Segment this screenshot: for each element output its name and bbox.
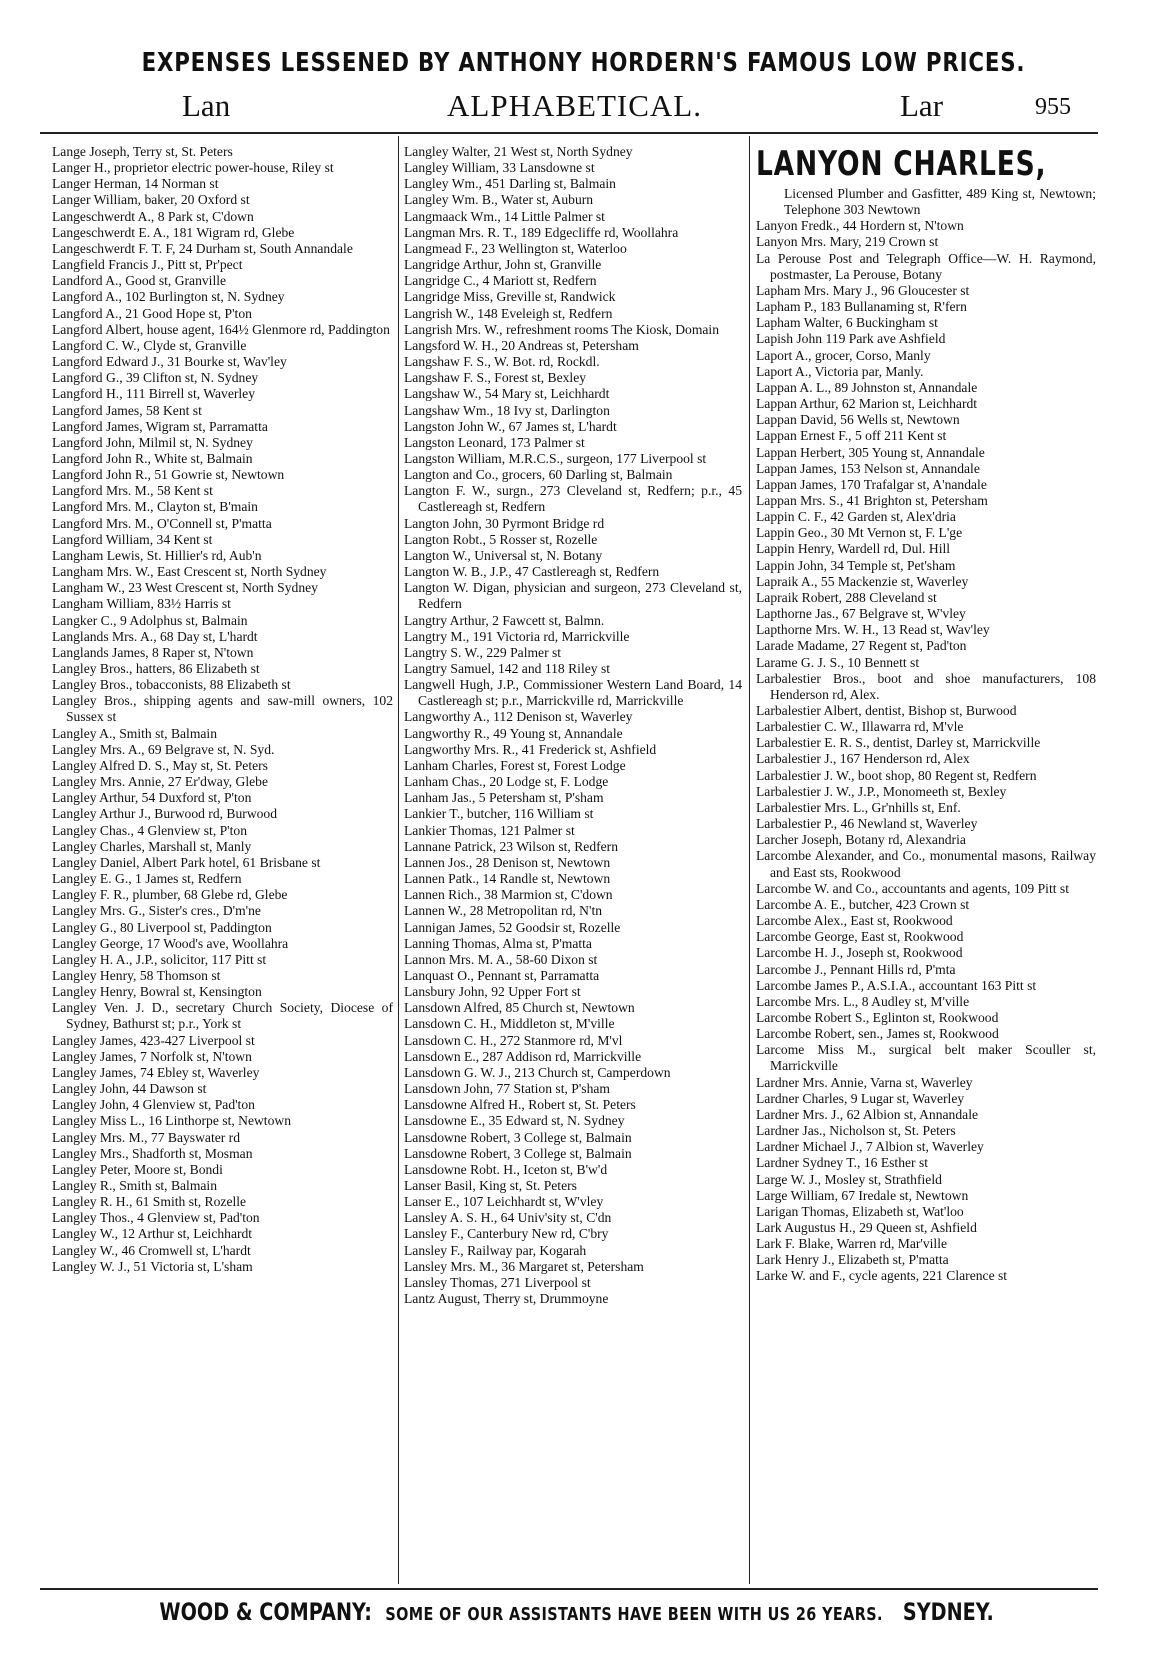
directory-entry: Larbalestier Mrs. L., Gr'nhills st, Enf. — [756, 799, 961, 815]
directory-entry: Lappan A. L., 89 Johnston st, Annandale — [756, 379, 978, 395]
directory-entry: Langley Bros., tobacconists, 88 Elizabeth st — [52, 677, 291, 693]
directory-entry: Langford John, Milmil st, N. Sydney — [52, 434, 253, 450]
directory-entry: Larcher Joseph, Botany rd, Alexandria — [756, 832, 966, 848]
directory-entry: Larcombe H. J., Joseph st, Rookwood — [756, 945, 963, 961]
directory-entry: Large William, 67 Iredale st, Newtown — [756, 1187, 969, 1203]
directory-entry: Langley Wm. B., Water st, Auburn — [404, 192, 594, 208]
directory-entry: Larade Madame, 27 Regent st, Pad'ton — [756, 638, 967, 654]
directory-entry: Lapish John 119 Park ave Ashfield — [756, 331, 946, 347]
directory-entry: Lappin John, 34 Temple st, Pet'sham — [756, 557, 956, 573]
advertisement-name: LANYON CHARLES, — [756, 144, 1047, 184]
directory-entry: Lantz August, Therry st, Drummoyne — [404, 1291, 609, 1307]
directory-entry: Lansley A. S. H., 64 Univ'sity st, C'dn — [404, 1210, 612, 1226]
directory-entry: Lanham Jas., 5 Petersham st, P'sham — [404, 790, 604, 806]
directory-entry: Langford Mrs. M., 58 Kent st — [52, 483, 213, 499]
directory-entry: Langley George, 17 Wood's ave, Woollahra — [52, 935, 289, 951]
directory-entry: Langley Henry, Bowral st, Kensington — [52, 984, 262, 1000]
directory-entry: Langley W., 46 Cromwell st, L'hardt — [52, 1242, 251, 1258]
directory-entry: Lardner Jas., Nicholson st, St. Peters — [756, 1123, 956, 1139]
directory-entry: Langtry Samuel, 142 and 118 Riley st — [404, 661, 611, 676]
directory-entry: Lardner Mrs. J., 62 Albion st, Annandale — [756, 1106, 978, 1122]
directory-entry: Lankier Thomas, 121 Palmer st — [404, 822, 575, 838]
directory-entry: Lansdown E., 287 Addison rd, Marrickville — [404, 1048, 642, 1064]
directory-entry: Langford James, Wigram st, Parramatta — [52, 418, 268, 434]
directory-entry: Larbalestier E. R. S., dentist, Darley st, Marrickville — [756, 735, 1041, 751]
directory-entry: Larcome Miss M., surgical belt maker Scouller st, Marrickville — [756, 1042, 1096, 1074]
directory-entry: Lanham Charles, Forest st, Forest Lodge — [404, 757, 626, 773]
directory-entry: Lardner Charles, 9 Lugar st, Waverley — [756, 1090, 965, 1106]
directory-entry: Langton W. Digan, physician and surgeon, 273 Cleveland st, Redfern — [404, 580, 742, 612]
directory-entry: Lappin Geo., 30 Mt Vernon st, F. L'ge — [756, 525, 963, 541]
directory-entry: Larcombe Robert S., Eglinton st, Rookwood — [756, 1009, 999, 1025]
page-title: ALPHABETICAL. — [447, 88, 702, 123]
directory-entry: Lardner Sydney T., 16 Esther st — [756, 1155, 929, 1171]
directory-entry: Langley Daniel, Albert Park hotel, 61 Brisbane st — [52, 854, 321, 870]
directory-entry: Langley Wm., 451 Darling st, Balmain — [404, 176, 616, 192]
directory-entry: Lappan Ernest F., 5 off 211 Kent st — [756, 428, 947, 444]
directory-entry: Larcombe J., Pennant Hills rd, P'mta — [756, 961, 956, 977]
directory-entry: Langston William, M.R.C.S., surgeon, 177 Liverpool st — [404, 450, 707, 466]
directory-entry: Langham Lewis, St. Hillier's rd, Aub'n — [52, 547, 262, 563]
directory-entry: Langley Alfred D. S., May st, St. Peters — [52, 757, 268, 773]
directory-entry: Larbalestier J. W., boot shop, 80 Regent st, Redfern — [756, 767, 1037, 783]
directory-entry: Larcombe Robert, sen., James st, Rookwood — [756, 1026, 999, 1042]
directory-entry: Lansdown C. H., Middleton st, M'ville — [404, 1016, 615, 1032]
directory-entry: Langley Mrs. M., 77 Bayswater rd — [52, 1129, 241, 1145]
directory-entry: Larbalestier C. W., Illawarra rd, M'vle — [756, 719, 964, 735]
directory-entry: Langley W., 12 Arthur st, Leichhardt — [52, 1226, 253, 1242]
directory-entry: Langford G., 39 Clifton st, N. Sydney — [52, 370, 259, 386]
directory-entry: Langford A., 102 Burlington st, N. Sydney — [52, 289, 285, 305]
directory-entry: Langshaw W., 54 Mary st, Leichhardt — [404, 386, 610, 402]
directory-entry: Langtry Arthur, 2 Fawcett st, Balmn. — [404, 612, 605, 628]
directory-entry: La Perouse Post and Telegraph Office—W. H. Raymond, postmaster, La Perouse, Botany — [756, 250, 1096, 282]
directory-column-3 — [756, 144, 1096, 1285]
directory-entry: Larcombe Alex., East st, Rookwood — [756, 913, 953, 929]
directory-entry: Langmaack Wm., 14 Little Palmer st — [404, 208, 605, 224]
directory-entry: Langton John, 30 Pyrmont Bridge rd — [404, 515, 605, 531]
directory-entry: Lappan Arthur, 62 Marion st, Leichhardt — [756, 396, 978, 412]
directory-entry: Lansley F., Railway par, Kogarah — [404, 1242, 587, 1258]
directory-entry: Langeschwerdt E. A., 181 Wigram rd, Glebe — [52, 224, 295, 240]
directory-entry: Langridge C., 4 Mariott st, Redfern — [404, 273, 597, 289]
directory-entry: Langworthy Mrs. R., 41 Frederick st, Ashfield — [404, 741, 657, 757]
top-advertising-banner: EXPENSES LESSENED BY ANTHONY HORDERN'S FAMOUS LOW PRICES. — [141, 48, 1026, 78]
footer-city: SYDNEY. — [902, 1598, 994, 1626]
directory-entry: Lanham Chas., 20 Lodge st, F. Lodge — [404, 774, 609, 790]
directory-entry: Langley H. A., J.P., solicitor, 117 Pitt st — [52, 951, 267, 967]
directory-entry: Langker C., 9 Adolphus st, Balmain — [52, 612, 248, 628]
directory-entry: Lannen Patk., 14 Randle st, Newtown — [404, 871, 611, 887]
directory-entry: Langley James, 74 Ebley st, Waverley — [52, 1064, 260, 1080]
directory-entry: Lardner Michael J., 7 Albion st, Waverley — [756, 1139, 984, 1155]
directory-entry: Lannane Patrick, 23 Wilson st, Redfern — [404, 838, 619, 854]
directory-entry: Larcombe George, East st, Rookwood — [756, 929, 964, 945]
directory-entry: Langfield Francis J., Pitt st, Pr'pect — [52, 257, 243, 273]
directory-entry: Langsford W. H., 20 Andreas st, Petersham — [404, 337, 639, 353]
directory-entry: Lansdowne E., 35 Edward st, N. Sydney — [404, 1113, 625, 1129]
directory-entry: Langtry S. W., 229 Palmer st — [404, 644, 562, 660]
footer-brand: WOOD & COMPANY: — [159, 1598, 372, 1626]
directory-entry: Langford John R., 51 Gowrie st, Newtown — [52, 467, 285, 483]
directory-entry: Larke W. and F., cycle agents, 221 Clarence st — [756, 1268, 1008, 1284]
directory-entry: Langston John W., 67 James st, L'hardt — [404, 418, 617, 434]
directory-entry: Langrish W., 148 Eveleigh st, Redfern — [404, 305, 613, 321]
directory-entry: Langley R., Smith st, Balmain — [52, 1178, 218, 1193]
directory-entry: Langley Thos., 4 Glenview st, Pad'ton — [52, 1210, 260, 1226]
directory-entry: Langshaw Wm., 18 Ivy st, Darlington — [404, 402, 610, 418]
directory-entry: Lapthorne Jas., 67 Belgrave st, W'vley — [756, 606, 966, 622]
directory-entry: Langley Arthur J., Burwood rd, Burwood — [52, 806, 278, 822]
directory-entry: Langford Mrs. M., O'Connell st, P'matta — [52, 515, 272, 531]
directory-entry: Langley F. R., plumber, 68 Glebe rd, Glebe — [52, 887, 288, 903]
directory-entry: Langtry M., 191 Victoria rd, Marrickville — [404, 628, 630, 644]
directory-entry: Lappan James, 153 Nelson st, Annandale — [756, 460, 980, 476]
directory-entry: Lansdown C. H., 272 Stanmore rd, M'vl — [404, 1032, 623, 1048]
directory-entry: Langley Charles, Marshall st, Manly — [52, 838, 252, 854]
directory-entry: Langford Albert, house agent, 164½ Glenmore rd, Paddington — [52, 321, 390, 337]
directory-entry: Langwell Hugh, J.P., Commissioner Western Land Board, 14 Castlereagh st; p.r., Marrickville rd, Marrickville — [404, 677, 742, 709]
directory-entry: Langley William, 33 Lansdowne st — [404, 160, 595, 176]
directory-entry: Lanquast O., Pennant st, Parramatta — [404, 967, 600, 983]
directory-entry: Langley G., 80 Liverpool st, Paddington — [52, 919, 272, 935]
directory-entry: Lansdowne Robt. H., Iceton st, B'w'd — [404, 1161, 608, 1177]
directory-entry: Lark Henry J., Elizabeth st, P'matta — [756, 1252, 949, 1268]
directory-entry: Lannen W., 28 Metropolitan rd, N'tn — [404, 903, 603, 919]
directory-entry: Langton W. B., J.P., 47 Castlereagh st, Redfern — [404, 564, 660, 580]
directory-entry: Langford John R., White st, Balmain — [52, 450, 253, 466]
advertisement-text: Licensed Plumber and Gasfitter, 489 King st, Newtown; Telephone 303 Newtown — [784, 186, 1096, 218]
directory-entry: Lappan James, 170 Trafalgar st, A'nandale — [756, 476, 987, 492]
directory-column-2 — [404, 144, 742, 1307]
directory-entry: Langston Leonard, 173 Palmer st — [404, 434, 585, 450]
directory-entry: Langley Henry, 58 Thomson st — [52, 967, 221, 983]
directory-entry: Langrish Mrs. W., refreshment rooms The Kiosk, Domain — [404, 321, 720, 337]
directory-entry: Larcombe James P., A.S.I.A., accountant 163 Pitt st — [756, 977, 1037, 993]
directory-entry: Lappin Henry, Wardell rd, Dul. Hill — [756, 541, 951, 557]
directory-entry: Lansbury John, 92 Upper Fort st — [404, 984, 581, 1000]
directory-column-1 — [52, 144, 393, 1275]
directory-entry: Langton F. W., surgn., 273 Cleveland st, Redfern; p.r., 45 Castlereagh st, Redfern — [404, 483, 742, 515]
directory-entry: Langridge Miss, Greville st, Randwick — [404, 289, 616, 305]
directory-entry: Lansdowne Alfred H., Robert st, St. Peters — [404, 1097, 636, 1113]
directory-entry: Langer H., proprietor electric power-house, Riley st — [52, 160, 334, 176]
directory-entry: Langley John, 44 Dawson st — [52, 1081, 207, 1097]
directory-entry: Langman Mrs. R. T., 189 Edgecliffe rd, Woollahra — [404, 224, 679, 240]
directory-entry: Lappin C. F., 42 Garden st, Alex'dria — [756, 509, 956, 525]
directory-entry: Lankier T., butcher, 116 William st — [404, 806, 594, 822]
advertisement — [756, 144, 1096, 218]
directory-entry: Langton Robt., 5 Rosser st, Rozelle — [404, 531, 598, 547]
column-divider-1 — [398, 136, 399, 1584]
directory-entry: Larame G. J. S., 10 Bennett st — [756, 654, 920, 670]
directory-entry: Lansdown Alfred, 85 Church st, Newtown — [404, 1000, 635, 1016]
directory-entry: Lansdowne Robert, 3 College st, Balmain — [404, 1129, 632, 1145]
directory-entry: Langley W. J., 51 Victoria st, L'sham — [52, 1258, 253, 1274]
page-number: 955 — [1035, 94, 1071, 120]
directory-entry: Large W. J., Mosley st, Strathfield — [756, 1171, 942, 1187]
column-divider-2 — [749, 136, 750, 1584]
directory-entry: Langham William, 83½ Harris st — [52, 596, 231, 612]
directory-entry: Lapraik A., 55 Mackenzie st, Waverley — [756, 573, 969, 589]
directory-entry: Langer William, baker, 20 Oxford st — [52, 192, 250, 208]
directory-entry: Langeschwerdt A., 8 Park st, C'down — [52, 208, 254, 224]
directory-entry: Langshaw F. S., W. Bot. rd, Rockdl. — [404, 354, 600, 370]
directory-entry: Langley Ven. J. D., secretary Church Society, Diocese of Sydney, Bathurst st; p.r., York st — [52, 1000, 393, 1032]
directory-entry: Lange Joseph, Terry st, St. Peters — [52, 144, 233, 159]
directory-entry: Langley Mrs., Shadforth st, Mosman — [52, 1145, 253, 1161]
directory-entry: Lansdown G. W. J., 213 Church st, Camperdown — [404, 1064, 671, 1080]
directory-entry: Langley Bros., hatters, 86 Elizabeth st — [52, 661, 260, 676]
directory-entry: Langworthy A., 112 Denison st, Waverley — [404, 709, 633, 725]
directory-entry: Larbalestier P., 46 Newland st, Waverley — [756, 816, 978, 832]
directory-entry: Larbalestier J., 167 Henderson rd, Alex — [756, 751, 970, 767]
directory-entry: Langer Herman, 14 Norman st — [52, 176, 219, 192]
directory-entry: Langford A., 21 Good Hope st, P'ton — [52, 305, 252, 321]
directory-entry: Lapthorne Mrs. W. H., 13 Read st, Wav'ley — [756, 622, 990, 638]
directory-entry: Laport A., grocer, Corso, Manly — [756, 347, 931, 363]
directory-entry: Langford Mrs. M., Clayton st, B'main — [52, 499, 258, 515]
directory-entry: Langley Chas., 4 Glenview st, P'ton — [52, 822, 248, 838]
directory-entry: Lansdown John, 77 Station st, P'sham — [404, 1081, 610, 1097]
directory-entry: Langford H., 111 Birrell st, Waverley — [52, 386, 256, 402]
footer-rule — [40, 1588, 1098, 1590]
directory-entry: Lappan Herbert, 305 Young st, Annandale — [756, 444, 985, 460]
directory-entry: Langford James, 58 Kent st — [52, 402, 202, 418]
directory-entry: Lanyon Mrs. Mary, 219 Crown st — [756, 234, 939, 250]
directory-entry: Langley Arthur, 54 Duxford st, P'ton — [52, 790, 252, 806]
directory-entry: Langley Bros., shipping agents and saw-mill owners, 102 Sussex st — [52, 693, 393, 725]
directory-entry: Larbalestier J. W., J.P., Monomeeth st, Bexley — [756, 783, 1007, 799]
directory-entry: Langeschwerdt F. T. F, 24 Durham st, South Annandale — [52, 240, 353, 256]
directory-entry: Langshaw F. S., Forest st, Bexley — [404, 370, 587, 386]
directory-entry: Lansdowne Robert, 3 College st, Balmain — [404, 1145, 632, 1161]
directory-entry: Laport A., Victoria par, Manly. — [756, 363, 924, 379]
directory-entry: Lark Augustus H., 29 Queen st, Ashfield — [756, 1220, 977, 1235]
header-rule — [40, 132, 1098, 134]
directory-entry: Larcombe Alexander, and Co., monumental masons, Railway and East sts, Rookwood — [756, 848, 1096, 880]
directory-entry: Lannigan James, 52 Goodsir st, Rozelle — [404, 919, 621, 935]
directory-entry: Langton and Co., grocers, 60 Darling st, Balmain — [404, 467, 673, 483]
directory-entry: Langley E. G., 1 James st, Redfern — [52, 871, 242, 887]
directory-entry: Lanyon Fredk., 44 Hordern st, N'town — [756, 218, 964, 234]
directory-entry: Langley Walter, 21 West st, North Sydney — [404, 144, 633, 159]
right-guide-word: Lar — [900, 88, 944, 123]
directory-entry: Lanser E., 107 Leichhardt st, W'vley — [404, 1194, 604, 1210]
directory-entry: Langley James, 423-427 Liverpool st — [52, 1032, 255, 1048]
directory-entry: Langley Miss L., 16 Linthorpe st, Newtown — [52, 1113, 291, 1129]
directory-entry: Lansley F., Canterbury New rd, C'bry — [404, 1226, 609, 1242]
directory-entry: Lapham P., 183 Bullanaming st, R'fern — [756, 299, 967, 315]
directory-entry: Lannen Jos., 28 Denison st, Newtown — [404, 854, 611, 870]
directory-entry: Lapham Walter, 6 Buckingham st — [756, 315, 938, 331]
directory-entry: Larbalestier Bros., boot and shoe manufacturers, 108 Henderson rd, Alex. — [756, 670, 1096, 702]
directory-entry: Larcombe Mrs. L., 8 Audley st, M'ville — [756, 993, 970, 1009]
directory-entry: Langley Mrs. A., 69 Belgrave st, N. Syd. — [52, 741, 275, 757]
directory-entry: Langlands Mrs. A., 68 Day st, L'hardt — [52, 628, 258, 644]
directory-entry: Lappan Mrs. S., 41 Brighton st, Petersham — [756, 492, 988, 508]
directory-entry: Larbalestier Albert, dentist, Bishop st, Burwood — [756, 703, 1017, 718]
directory-entry: Lansley Mrs. M., 36 Margaret st, Petersham — [404, 1258, 644, 1274]
directory-entry: Langley R. H., 61 Smith st, Rozelle — [52, 1194, 247, 1210]
directory-entry: Lappan David, 56 Wells st, Newtown — [756, 412, 960, 428]
directory-entry: Lannon Mrs. M. A., 58-60 Dixon st — [404, 951, 598, 967]
directory-entry: Langton W., Universal st, N. Botany — [404, 547, 603, 563]
directory-entry: Lardner Mrs. Annie, Varna st, Waverley — [756, 1074, 973, 1090]
directory-entry: Langridge Arthur, John st, Granville — [404, 257, 602, 273]
directory-entry: Langley James, 7 Norfolk st, N'town — [52, 1048, 252, 1064]
directory-entry: Lapraik Robert, 288 Cleveland st — [756, 589, 937, 605]
directory-entry: Lanser Basil, King st, St. Peters — [404, 1178, 577, 1193]
directory-entry: Lannen Rich., 38 Marmion st, C'down — [404, 887, 613, 903]
directory-entry: Landford A., Good st, Granville — [52, 273, 227, 289]
directory-entry: Langley Mrs. Annie, 27 Er'dway, Glebe — [52, 774, 268, 790]
left-guide-word: Lan — [182, 88, 231, 123]
directory-entry: Langley John, 4 Glenview st, Pad'ton — [52, 1097, 255, 1113]
directory-entry: Langlands James, 8 Raper st, N'town — [52, 644, 254, 660]
directory-entry: Langworthy R., 49 Young st, Annandale — [404, 725, 623, 741]
directory-entry: Larcombe A. E., butcher, 423 Crown st — [756, 896, 970, 912]
directory-entry: Langford Edward J., 31 Bourke st, Wav'ley — [52, 354, 287, 370]
directory-entry: Lapham Mrs. Mary J., 96 Gloucester st — [756, 282, 970, 298]
directory-entry: Langham Mrs. W., East Crescent st, North Sydney — [52, 564, 327, 580]
directory-entry: Larigan Thomas, Elizabeth st, Wat'loo — [756, 1203, 964, 1219]
bottom-advertising-banner — [111, 1598, 1042, 1626]
directory-entry: Lark F. Blake, Warren rd, Mar'ville — [756, 1236, 948, 1252]
directory-entry: Langford William, 34 Kent st — [52, 531, 213, 547]
directory-entry: Langford C. W., Clyde st, Granville — [52, 337, 247, 353]
directory-entry: Langley Mrs. G., Sister's cres., D'm'ne — [52, 903, 261, 919]
directory-entry: Lansley Thomas, 271 Liverpool st — [404, 1274, 591, 1290]
directory-entry: Langley A., Smith st, Balmain — [52, 725, 218, 741]
directory-entry: Langmead F., 23 Wellington st, Waterloo — [404, 240, 627, 256]
directory-entry: Lanning Thomas, Alma st, P'matta — [404, 935, 592, 951]
directory-entry: Larcombe W. and Co., accountants and agents, 109 Pitt st — [756, 880, 1069, 896]
directory-entry: Langley Peter, Moore st, Bondi — [52, 1161, 223, 1177]
footer-tagline: SOME OF OUR ASSISTANTS HAVE BEEN WITH US 26 YEARS. — [385, 1604, 883, 1625]
directory-entry: Langham W., 23 West Crescent st, North Sydney — [52, 580, 318, 596]
